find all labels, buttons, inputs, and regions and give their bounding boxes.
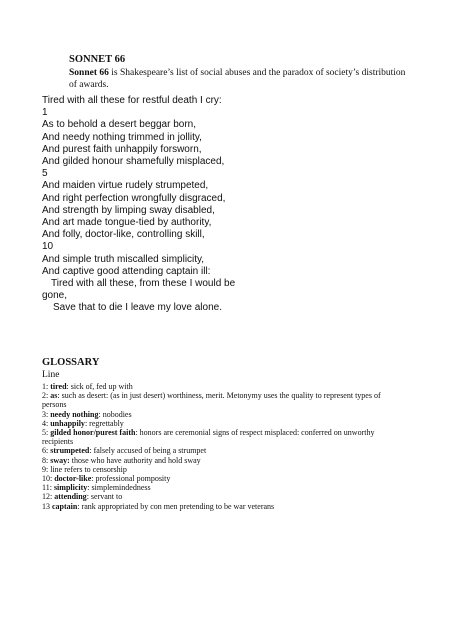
glossary-term: unhappily [50,418,85,428]
glossary-line-number: 5: [42,428,51,438]
glossary-line-number: 6: [42,446,51,456]
glossary-entry [42,391,402,409]
glossary-section [42,356,402,511]
glossary-line-number: 8: [42,455,51,465]
poem-line: And strength by limping sway disabled, [42,204,215,216]
glossary-definition: : servant to [86,492,123,502]
glossary-definition: : nobodies [98,409,132,419]
sonnet-header [69,53,409,91]
glossary-definition: : regrettably [84,418,124,428]
poem-line: Tired with all these, from these I would be [51,278,236,290]
glossary-definition: : honors are ceremonial signs of respect misplaced: conferred on unworthy recipients [42,428,375,447]
glossary-definition: : such as desert: (as in just desert) worthiness, merit. Metonymy uses the quality to represent types of persons [42,391,381,410]
glossary-line-number: 11: [42,483,54,493]
glossary-line-number: 9: [42,464,51,474]
poem-line: Tired with all these for restful death I cry: [42,95,222,106]
poem-line: And simple truth miscalled simplicity, [42,253,205,265]
intro-paragraph [69,68,409,91]
glossary-term: gilded honor/purest faith [50,428,136,438]
poem-line: And gilded honour shamefully misplaced, [42,156,225,168]
line-number: 10 [42,241,54,253]
poem-line: And captive good attending captain ill: [42,265,211,277]
glossary-definition: : simplemindedness [87,483,151,493]
poem-line: And maiden virtue rudely strumpeted, [42,180,209,192]
glossary-definition: : sick of, fed up with [66,382,133,391]
glossary-line-number: 2: [42,391,51,401]
poem-line: As to behold a desert beggar born, [42,119,196,131]
glossary-term: attending [54,492,87,502]
glossary-term: doctor-like [54,474,92,484]
glossary-subtitle: Line [42,370,60,380]
glossary-definition: : professional pomposity [91,474,171,484]
poem-line: And folly, doctor-like, controlling skill, [42,229,205,241]
glossary-entry [42,474,402,483]
glossary-entry [42,456,402,465]
glossary-term: captain [52,501,78,511]
poem-line: And purest faith unhappily forsworn, [42,143,202,155]
poem-line: And right perfection wrongfully disgraced, [42,192,226,204]
glossary-entry [42,502,402,511]
glossary-definition: : rank appropriated by con men pretending to be war veterans [77,501,275,511]
line-number: 1 [42,107,48,119]
glossary-term: tired [50,382,67,391]
glossary-entry [42,492,402,501]
glossary-definition: those who have authority and hold sway [69,455,201,465]
glossary-term: as [50,391,58,401]
glossary-entry [42,419,402,428]
poem-line: gone, [42,290,68,302]
glossary-line-number: 1: [42,382,51,391]
poem-line: Save that to die I leave my love alone. [53,302,222,314]
glossary-definition: : falsely accused of being a strumpet [89,446,207,456]
intro-sonnet-name: Sonnet 66 [69,68,109,78]
page-title: SONNET 66 [69,54,126,65]
glossary-line-number: 13 [42,501,52,511]
glossary-definition: line refers to censorship [50,464,127,474]
glossary-entry [42,382,402,391]
poem-line: And needy nothing trimmed in jollity, [42,131,202,143]
intro-text: is Shakespeare’s list of social abuses and the paradox of society’s distribution of awards. [69,68,406,90]
glossary-entry [42,446,402,455]
line-number: 5 [42,168,48,180]
glossary-term: needy nothing [50,409,99,419]
glossary-entry [42,410,402,419]
glossary-entry [42,483,402,492]
glossary-entry [42,465,402,474]
glossary-term: strumpeted [50,446,90,456]
glossary-title: GLOSSARY [42,357,100,368]
glossary-line-number: 10: [42,474,55,484]
glossary-line-number: 12: [42,492,55,502]
poem-line: And art made tongue-tied by authority, [42,217,212,229]
glossary-line-number: 4: [42,418,51,428]
glossary-line-number: 3: [42,409,51,419]
glossary-term: sway: [50,455,70,465]
poem-text [42,95,342,315]
glossary-entry [42,428,402,446]
glossary-term: simplicity [53,483,88,493]
